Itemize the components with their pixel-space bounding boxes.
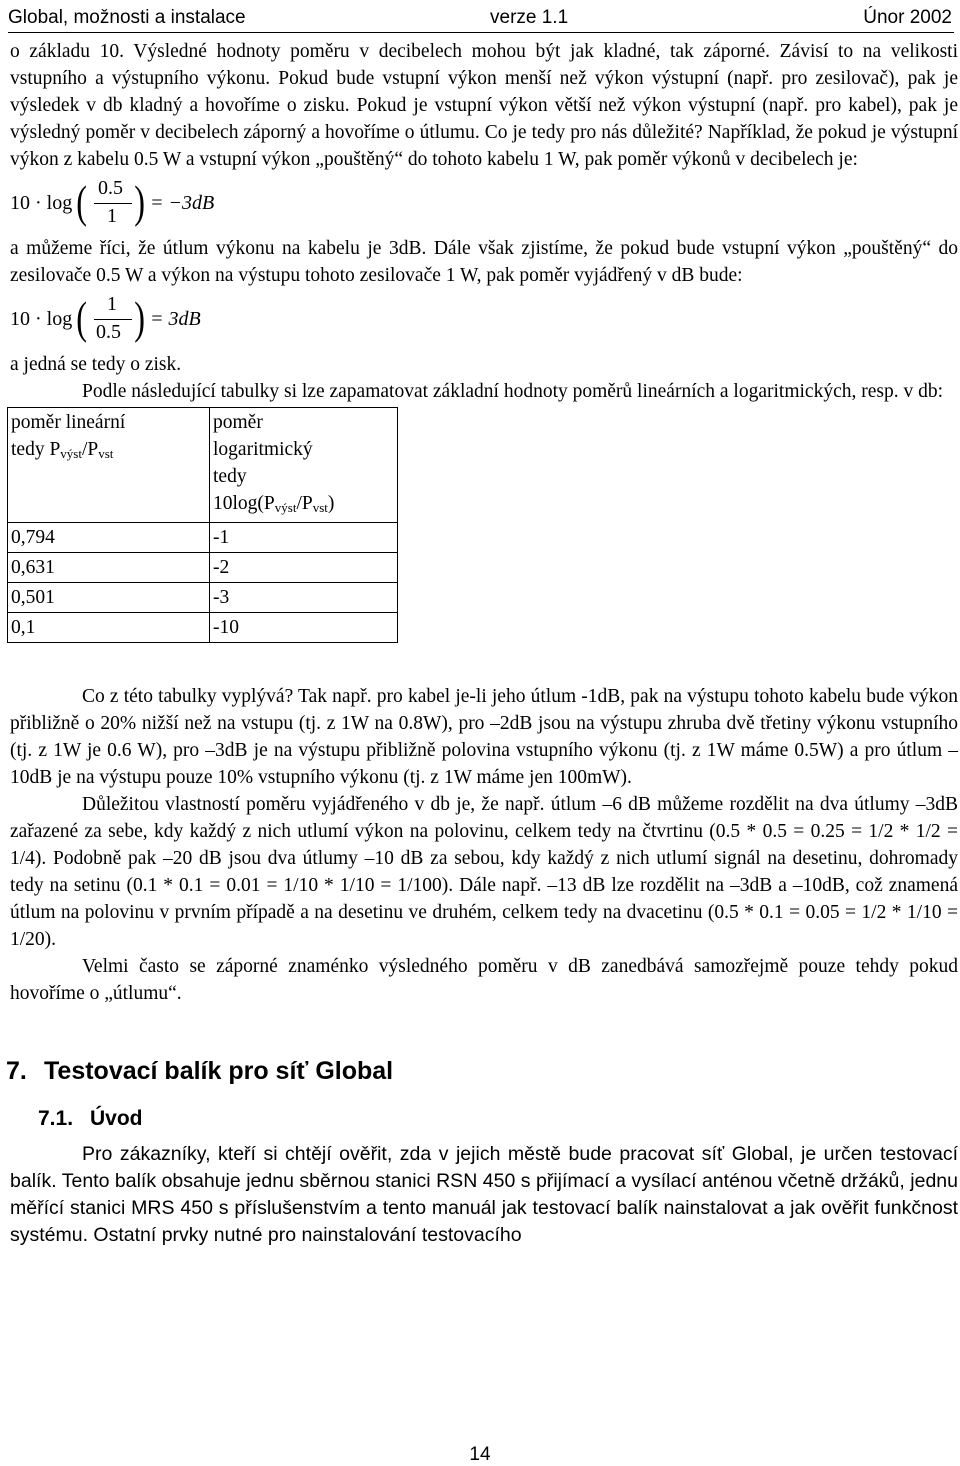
paragraph: Pro zákazníky, kteří si chtějí ověřit, zda v jejich městě bude pracovat síť Global, je určen testovací balík. Tento balík obsahuje jednu sběrnou stanici RSN 450 s přijímací a vysílací anténou včetně držáků, jednu měřící stanici MRS 450 s příslušenstvím a tento manuál jak testovací balík nainstalovat a jak ověřit funkčnost systému. Ostatní prvky nutné pro nainstalování testovacího xyxy=(10,1143,958,1246)
table-header-linear: poměr lineární tedy $P_{výst}/P_{vst}$ xyxy=(8,408,210,523)
page-header xyxy=(8,4,954,33)
table-row xyxy=(8,583,398,613)
section-number: 7. xyxy=(6,1057,27,1085)
formula-paren-right: ) xyxy=(134,176,146,227)
table-row xyxy=(8,553,398,583)
table-cell-log: -10 xyxy=(210,613,398,643)
paragraph: Důležitou vlastností poměru vyjádřeného v db je, že např. útlum –6 dB můžeme rozdělit na dva útlumy –3dB zařazené za sebe, kdy každý z nich utlumí výkon na polovinu, celkem tedy na čtvrtinu (0.5 * 0.5 = 0.25 = 1/2 * 1/2 = 1/4). Podobně pak –20 dB jsou dva útlumy –10 dB za sebou, kdy každý z nich utlumí signál na desetinu, dohromady tedy na setinu (0.1 * 0.1 = 0.01 = 1/10 * 1/10 = 1/100). Dále např. –13 dB lze rozdělit na –3dB a –10dB, což znamená útlum na polovinu v prvním případě a na desetinu ve druhém, celkem tedy na dvacetinu (0.5 * 0.1 = 0.05 = 1/2 * 1/10 = 1/20). xyxy=(10,794,958,950)
section-title: Testovací balík pro síť Global xyxy=(44,1057,394,1085)
subsection-number: 7.1. xyxy=(38,1107,74,1130)
table-cell-linear: 0,794 xyxy=(8,523,210,553)
formula-result: = −3dB xyxy=(150,192,215,214)
subsection-title: Úvod xyxy=(90,1107,143,1130)
formula-attenuation xyxy=(10,177,958,231)
formula-paren-right: ) xyxy=(134,292,146,343)
table-row xyxy=(8,523,398,553)
section-heading xyxy=(6,1057,958,1093)
page-body xyxy=(6,38,958,1249)
table-header-log: poměr logaritmický tedy $10\log(P_{výst}/P_{vst})$ xyxy=(210,408,398,523)
formula-prefix: 10 · log xyxy=(10,192,73,214)
formula-numerator: 0.5 xyxy=(98,177,123,199)
paragraph: Co z této tabulky vyplývá? Tak např. pro kabel je-li jeho útlum -1dB, pak na výstupu tohoto kabelu bude výkon přibližně o 20% nižší než na vstupu (tj. z 1W na 0.8W), pro –2dB jsou na výstupu zhruba dvě třetiny výkonu vstupního (tj. z 1W je 0.6 W), pro –3dB je na výstupu přibližně polovina vstupního výkonu (tj. z 1W máme 0.5W) a pro útlum –10dB je na výstupu pouze 10% vstupního výkonu (tj. z 1W máme jen 100mW). xyxy=(10,686,958,788)
header-date: Únor 2002 xyxy=(863,7,952,28)
table-cell-log: -1 xyxy=(210,523,398,553)
header-title: Global, možnosti a instalace xyxy=(8,7,246,28)
formula-numerator: 1 xyxy=(107,293,117,315)
formula-prefix: 10 · log xyxy=(10,308,73,330)
paragraph: Velmi často se záporné znaménko výsledného poměru v dB zanedbává samozřejmě pouze tehdy pokud hovoříme o „útlumu“. xyxy=(10,956,958,1004)
fraction-line xyxy=(94,203,132,204)
formula-paren-left: ( xyxy=(76,292,88,343)
formula-gain xyxy=(10,293,958,347)
paragraph: Podle následující tabulky si lze zapamatovat základní hodnoty poměrů lineárních a logaritmických, resp. v db: xyxy=(82,381,943,402)
table-cell-log: -2 xyxy=(210,553,398,583)
table-cell-linear: 0,631 xyxy=(8,553,210,583)
table-header-row xyxy=(8,408,398,523)
paragraph: o základu 10. Výsledné hodnoty poměru v decibelech mohou být jak kladné, tak záporné. Závisí to na velikosti vstupního a výstupního výkonu. Pokud bude vstupní výkon menší než výkon výstupní (např. pro zesilovač), pak je výsledek v db kladný a hovoříme o zisku. Pokud je vstupní výkon větší než výkon výstupní (např. pro kabel), pak je výsledný poměr v decibelech záporný a hovoříme o útlumu. Co je tedy pro nás důležité? Například, že pokud je výstupní výkon z kabelu 0.5 W a vstupní výkon „pouštěný“ do tohoto kabelu 1 W, pak poměr výkonů v decibelech je: xyxy=(10,41,958,170)
header-version: verze 1.1 xyxy=(490,7,569,28)
subsection-heading xyxy=(38,1107,958,1137)
table-row xyxy=(8,613,398,643)
paragraph: a jedná se tedy o zisk. xyxy=(10,354,182,375)
paragraph: a můžeme říci, že útlum výkonu na kabelu je 3dB. Dále však zjistíme, že pokud bude vstupní výkon „pouštěný“ do zesilovače 0.5 W a výkon na výstupu tohoto zesilovače 1 W, pak poměr vyjádřený v dB bude: xyxy=(10,238,958,286)
formula-paren-left: ( xyxy=(76,176,88,227)
fraction-line xyxy=(94,319,132,320)
formula-denominator: 0.5 xyxy=(96,321,121,343)
table-cell-linear: 0,1 xyxy=(8,613,210,643)
formula-result: = 3dB xyxy=(150,308,201,330)
page-number: 14 xyxy=(469,1444,491,1465)
table-cell-linear: 0,501 xyxy=(8,583,210,613)
table-cell-log: -3 xyxy=(210,583,398,613)
ratio-table xyxy=(7,407,398,643)
formula-denominator: 1 xyxy=(107,205,117,227)
